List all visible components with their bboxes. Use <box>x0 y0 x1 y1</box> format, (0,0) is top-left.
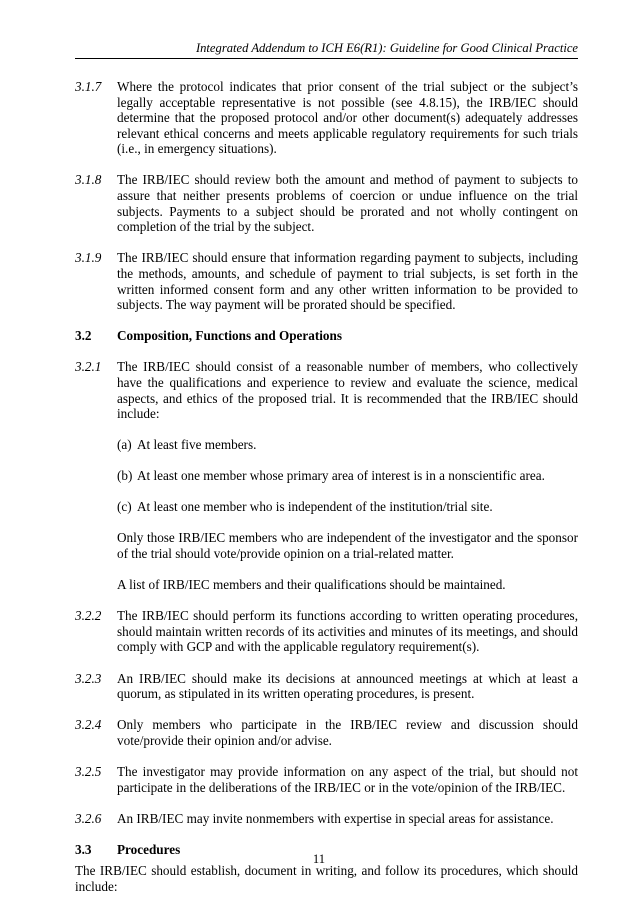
page-number: 11 <box>312 852 326 866</box>
section-number: 3.1.7 <box>75 79 102 94</box>
section-number: 3.2.5 <box>75 763 102 779</box>
section-3-1-8 <box>75 172 578 234</box>
section-3-1-7 <box>75 79 578 157</box>
section-text: An IRB/IEC should make its decisions at announced meetings at which at least a quorum, as stipulated in its written operating procedures, is present. <box>117 670 578 702</box>
indented-paragraph: A list of IRB/IEC members and their qualifications should be maintained. <box>117 577 506 593</box>
heading-3-2 <box>75 328 578 344</box>
list-item-c <box>75 499 578 515</box>
section-text: The IRB/IEC should review both the amount and method of payment to subjects to assure that neither presents problems of coercion or undue influence on the trial subjects. Payments to a subject should be prorated and not wholly contingent on completion of the trial by the subject. <box>117 172 578 235</box>
procedures-intro: The IRB/IEC should establish, document in writing, and follow its procedures, which should include: <box>75 863 578 894</box>
section-3-2-6 <box>75 811 578 827</box>
heading-number: 3.2 <box>75 328 92 344</box>
list-item-b <box>75 468 578 484</box>
section-text: The IRB/IEC should consist of a reasonable number of members, who collectively have the qualifications and experience to review and evaluate the science, medical aspects, and ethics of the proposed trial. It is recommended that the IRB/IEC should include: <box>117 359 578 422</box>
section-3-2-4 <box>75 717 578 748</box>
list-item-a <box>75 437 578 453</box>
section-number: 3.2.3 <box>75 670 102 686</box>
heading-title: Composition, Functions and Operations <box>117 328 342 344</box>
section-3-2-3 <box>75 671 578 702</box>
section-text: Only members who participate in the IRB/IEC review and discussion should vote/provide their opinion and/or advise. <box>117 717 578 748</box>
list-text: At least one member whose primary area of interest is in a nonscientific area. <box>137 468 545 484</box>
list-label: (b) <box>117 468 133 484</box>
running-header: Integrated Addendum to ICH E6(R1): Guideline for Good Clinical Practice <box>195 41 578 55</box>
list-text: At least one member who is independent of the institution/trial site. <box>137 499 493 515</box>
section-text: The investigator may provide information on any aspect of the trial, but should not participate in the deliberations of the IRB/IEC or in the vote/opinion of the IRB/IEC. <box>117 763 578 795</box>
section-3-2-2 <box>75 608 578 655</box>
heading-number: 3.3 <box>75 841 92 857</box>
section-3-2-5 <box>75 764 578 795</box>
header-rule <box>75 58 578 59</box>
section-text: The IRB/IEC should ensure that information regarding payment to subjects, including the methods, amounts, and schedule of payment to trial subjects, is set forth in the written informed consent form and any other written information to be provided to subjects. The way payment will be prorated should be specified. <box>117 250 578 313</box>
list-label: (c) <box>117 499 132 515</box>
list-label: (a) <box>117 437 132 453</box>
section-number: 3.2.6 <box>75 810 102 826</box>
section-number: 3.1.9 <box>75 250 102 266</box>
indented-paragraph: Only those IRB/IEC members who are independent of the investigator and the sponsor of the trial should vote/provide opinion on a trial-related matter. <box>117 530 578 562</box>
section-text: The IRB/IEC should perform its functions according to written operating procedures, should maintain written records of its activities and minutes of its meetings, and should comply with GCP and with the applicable regulatory requirement(s). <box>117 608 578 655</box>
list-text: At least five members. <box>137 437 257 453</box>
section-3-2-1 <box>75 359 578 421</box>
section-number: 3.2.4 <box>75 717 102 733</box>
page-body <box>75 79 578 894</box>
heading-title: Procedures <box>117 841 181 857</box>
section-text: Where the protocol indicates that prior consent of the trial subject or the subject’s legally acceptable representative is not possible (see 4.8.15), the IRB/IEC should determine that the proposed protocol and/or other document(s) adequately addresses relevant ethical concerns and meets applicable regulatory requirements for such trials (i.e., in emergency situations). <box>117 79 578 157</box>
section-number: 3.2.2 <box>75 608 102 624</box>
section-number: 3.1.8 <box>75 172 102 188</box>
section-text: An IRB/IEC may invite nonmembers with expertise in special areas for assistance. <box>117 810 554 826</box>
section-3-1-9 <box>75 250 578 312</box>
section-number: 3.2.1 <box>75 359 102 375</box>
